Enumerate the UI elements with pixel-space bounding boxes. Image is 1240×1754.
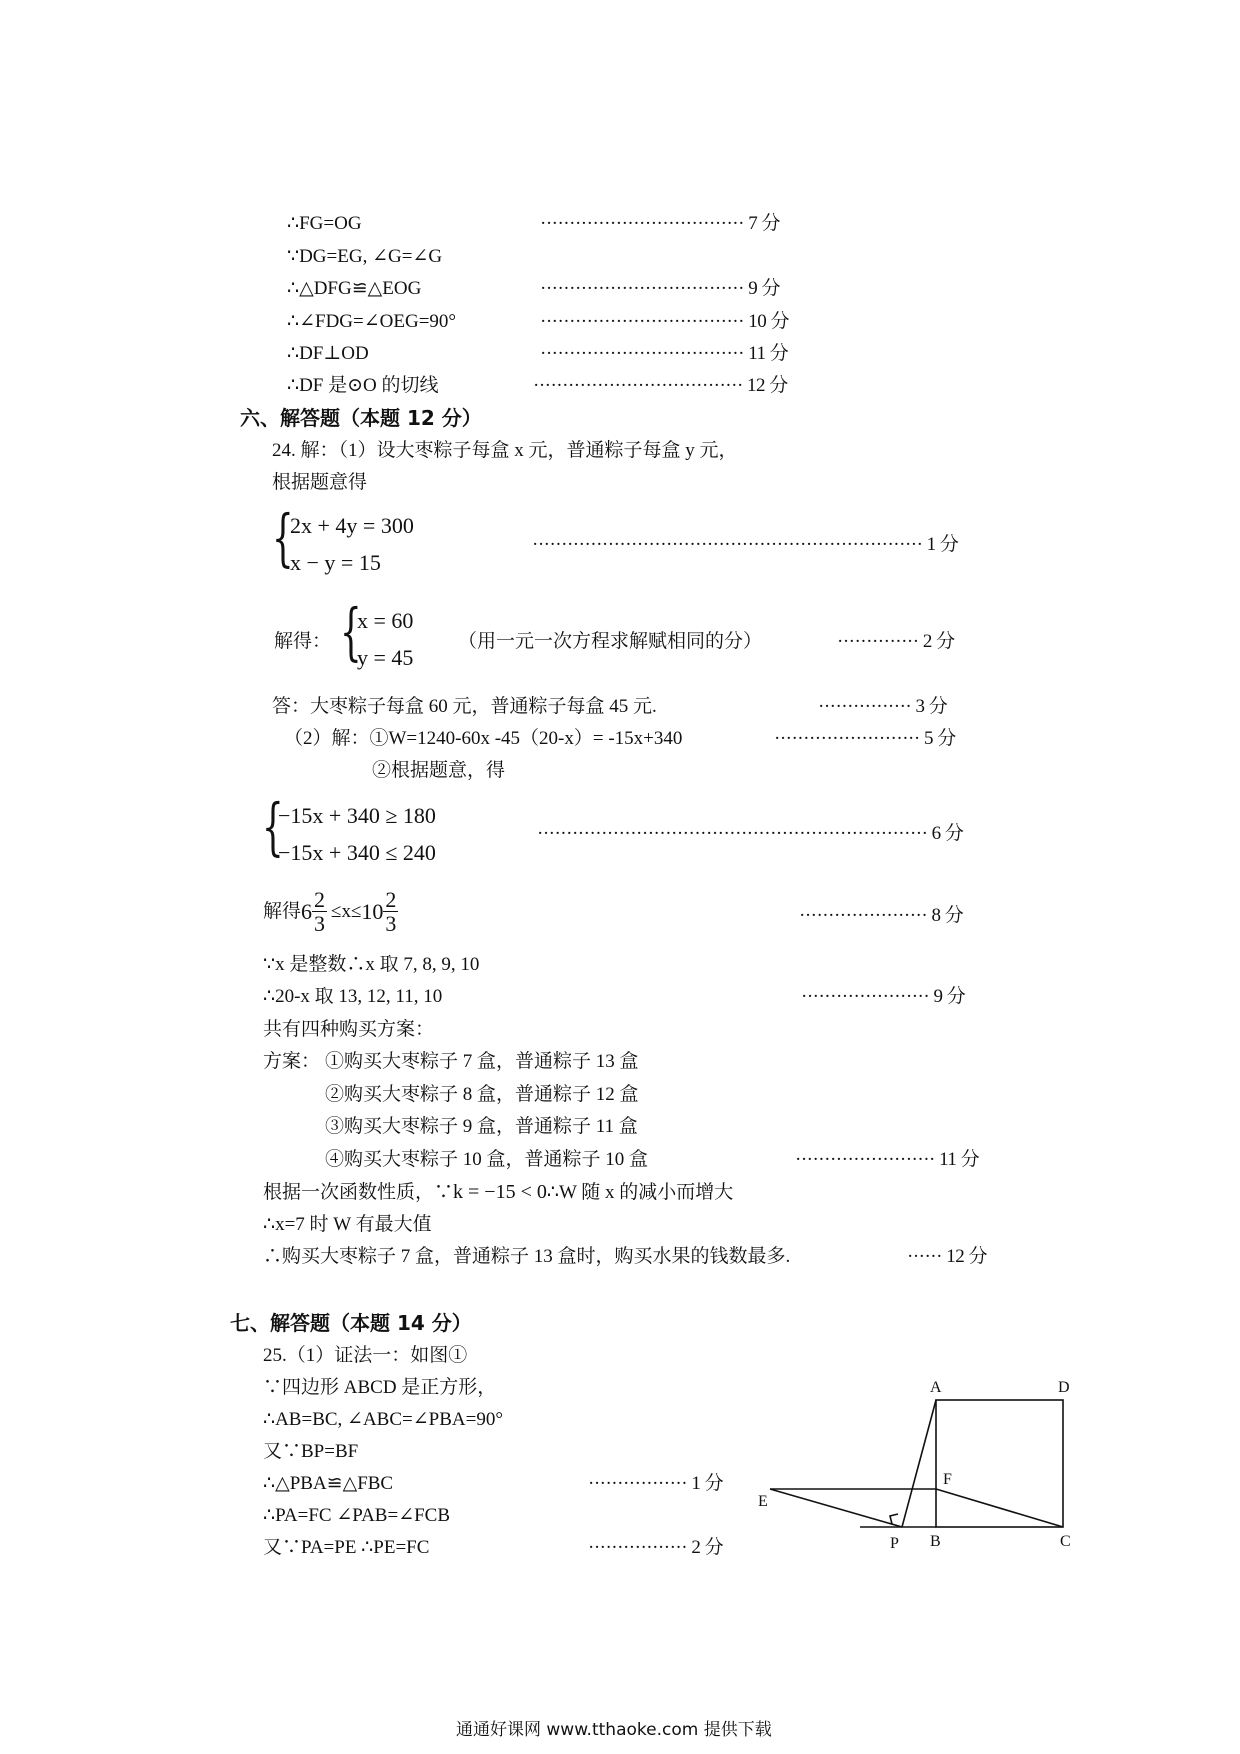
range-line	[263, 888, 398, 935]
plans-label: 方案：	[263, 1051, 321, 1072]
part2b-line: ②根据题意，得	[372, 760, 506, 781]
proof-line-4: ∴∠FDG=∠OEG=90°	[287, 311, 457, 332]
segment-ap	[902, 1400, 936, 1527]
proof-line-2: ∵DG=EG, ∠G=∠G	[287, 246, 443, 267]
complement-line: ∴20-x 取 13, 12, 11, 10	[263, 986, 443, 1007]
q24-intro: 24. 解：（1）设大枣粽子每盒 x 元，普通粽子每盒 y 元，	[272, 440, 738, 461]
q25-line-6: ∴PA=FC ∠PAB=∠FCB	[263, 1505, 451, 1526]
part2-line: （2）解：①W=1240-60x -45（20-x）= -15x+340	[284, 728, 683, 749]
q25-line-2: ∵四边形 ABCD 是正方形，	[263, 1377, 497, 1398]
system2-eq1: −15x + 340 ≥ 180	[278, 803, 436, 828]
label-b: B	[930, 1533, 941, 1550]
solution-eq2: y = 45	[357, 645, 414, 670]
complement-score: ······················ 9 分	[801, 986, 966, 1007]
label-d: D	[1058, 1379, 1070, 1396]
section7-heading: 七、解答题（本题 14 分）	[230, 1311, 472, 1335]
integer-line: ∵x 是整数∴x 取 7, 8, 9, 10	[263, 954, 480, 975]
q25-line-3: ∴AB=BC, ∠ABC=∠PBA=90°	[263, 1409, 503, 1430]
func-line: 根据一次函数性质，∵k = −15 < 0∴W 随 x 的减小而增大	[263, 1181, 734, 1203]
proof-line-6: ∴DF 是⊙O 的切线	[287, 375, 439, 396]
page-footer: 通通好课网 www.tthaoke.com 提供下载	[456, 1720, 772, 1740]
score-line-3: ··································· 9 分	[540, 278, 780, 299]
label-c: C	[1060, 1533, 1071, 1550]
final-line: ∴购买大枣粽子 7 盒，普通粽子 13 盒时，购买水果的钱数最多.	[263, 1246, 791, 1267]
system2-score: ··································································· 6 分	[537, 823, 964, 844]
score-line-5: ··································· 11 分	[540, 343, 789, 364]
range-label: 解得	[263, 901, 302, 923]
system1-eq2: x − y = 15	[290, 550, 381, 575]
solution-eq1: x = 60	[357, 608, 414, 633]
q24-intro2: 根据题意得	[272, 472, 368, 493]
system2-brace: {	[262, 790, 284, 863]
segment-fc	[936, 1489, 1063, 1527]
system1-brace: {	[272, 501, 294, 574]
system2-eq2: −15x + 340 ≤ 240	[278, 840, 436, 865]
range-low-fraction: $\frac{2}{3}$	[314, 887, 326, 937]
solution-note: （用一元一次方程求解赋相同的分）	[458, 631, 763, 652]
part2-score: ························· 5 分	[774, 728, 956, 749]
right-angle-mark	[890, 1514, 898, 1524]
q25-score-2: ················· 2 分	[588, 1537, 724, 1558]
plan-3: ③购买大枣粽子 9 盒，普通粽子 11 盒	[325, 1116, 638, 1137]
plan-4: ④购买大枣粽子 10 盒，普通粽子 10 盒	[325, 1149, 649, 1170]
max-line: ∴x=7 时 W 有最大值	[263, 1214, 432, 1235]
proof-line-1: ∴FG=OG	[287, 213, 362, 234]
range-high-fraction: $\frac{2}{3}$	[385, 887, 397, 937]
range-score: ······················ 8 分	[799, 905, 964, 926]
q25-score-1: ················· 1 分	[588, 1473, 724, 1494]
plans-intro: 共有四种购买方案：	[263, 1019, 435, 1040]
q25-line-1: 25.（1）证法一：如图①	[263, 1345, 468, 1366]
q25-line-5: ∴△PBA≌△FBC	[263, 1473, 394, 1494]
range-low-whole: 6	[301, 898, 313, 924]
q25-line-4: 又∵BP=BF	[263, 1441, 359, 1462]
score-line-4: ··································· 10 分	[540, 311, 789, 332]
label-f: F	[943, 1471, 952, 1488]
solution-score: ·············· 2 分	[837, 631, 955, 652]
proof-line-3: ∴△DFG≌△EOG	[287, 278, 422, 299]
label-e: E	[758, 1493, 768, 1510]
answer-score: ················ 3 分	[818, 696, 948, 717]
proof-line-5: ∴DF⊥OD	[287, 343, 369, 364]
range-high-whole: 10	[361, 898, 384, 924]
final-score: ······ 12 分	[907, 1246, 987, 1267]
range-mid: ≤x≤	[331, 901, 362, 923]
label-p: P	[890, 1535, 899, 1552]
system1-eq1: 2x + 4y = 300	[290, 513, 414, 538]
label-a: A	[930, 1379, 942, 1396]
plans-score: ························ 11 分	[795, 1149, 980, 1170]
section6-heading: 六、解答题（本题 12 分）	[240, 406, 482, 430]
plan-2: ②购买大枣粽子 8 盒，普通粽子 12 盒	[325, 1084, 639, 1105]
geometry-figure	[740, 1370, 1100, 1560]
answer-line: 答：大枣粽子每盒 60 元，普通粽子每盒 45 元.	[272, 696, 657, 717]
plan-1: ①购买大枣粽子 7 盒，普通粽子 13 盒	[325, 1051, 639, 1072]
score-line-6: ···································· 12 分	[533, 375, 788, 396]
solve-label: 解得：	[274, 631, 332, 652]
system1-score: ··································································· 1 分	[532, 534, 959, 555]
score-line-1: ··································· 7 分	[540, 213, 780, 234]
q25-line-7: 又∵PA=PE ∴PE=FC	[263, 1537, 430, 1558]
solution-brace: {	[340, 595, 362, 668]
segment-pe	[770, 1489, 902, 1527]
